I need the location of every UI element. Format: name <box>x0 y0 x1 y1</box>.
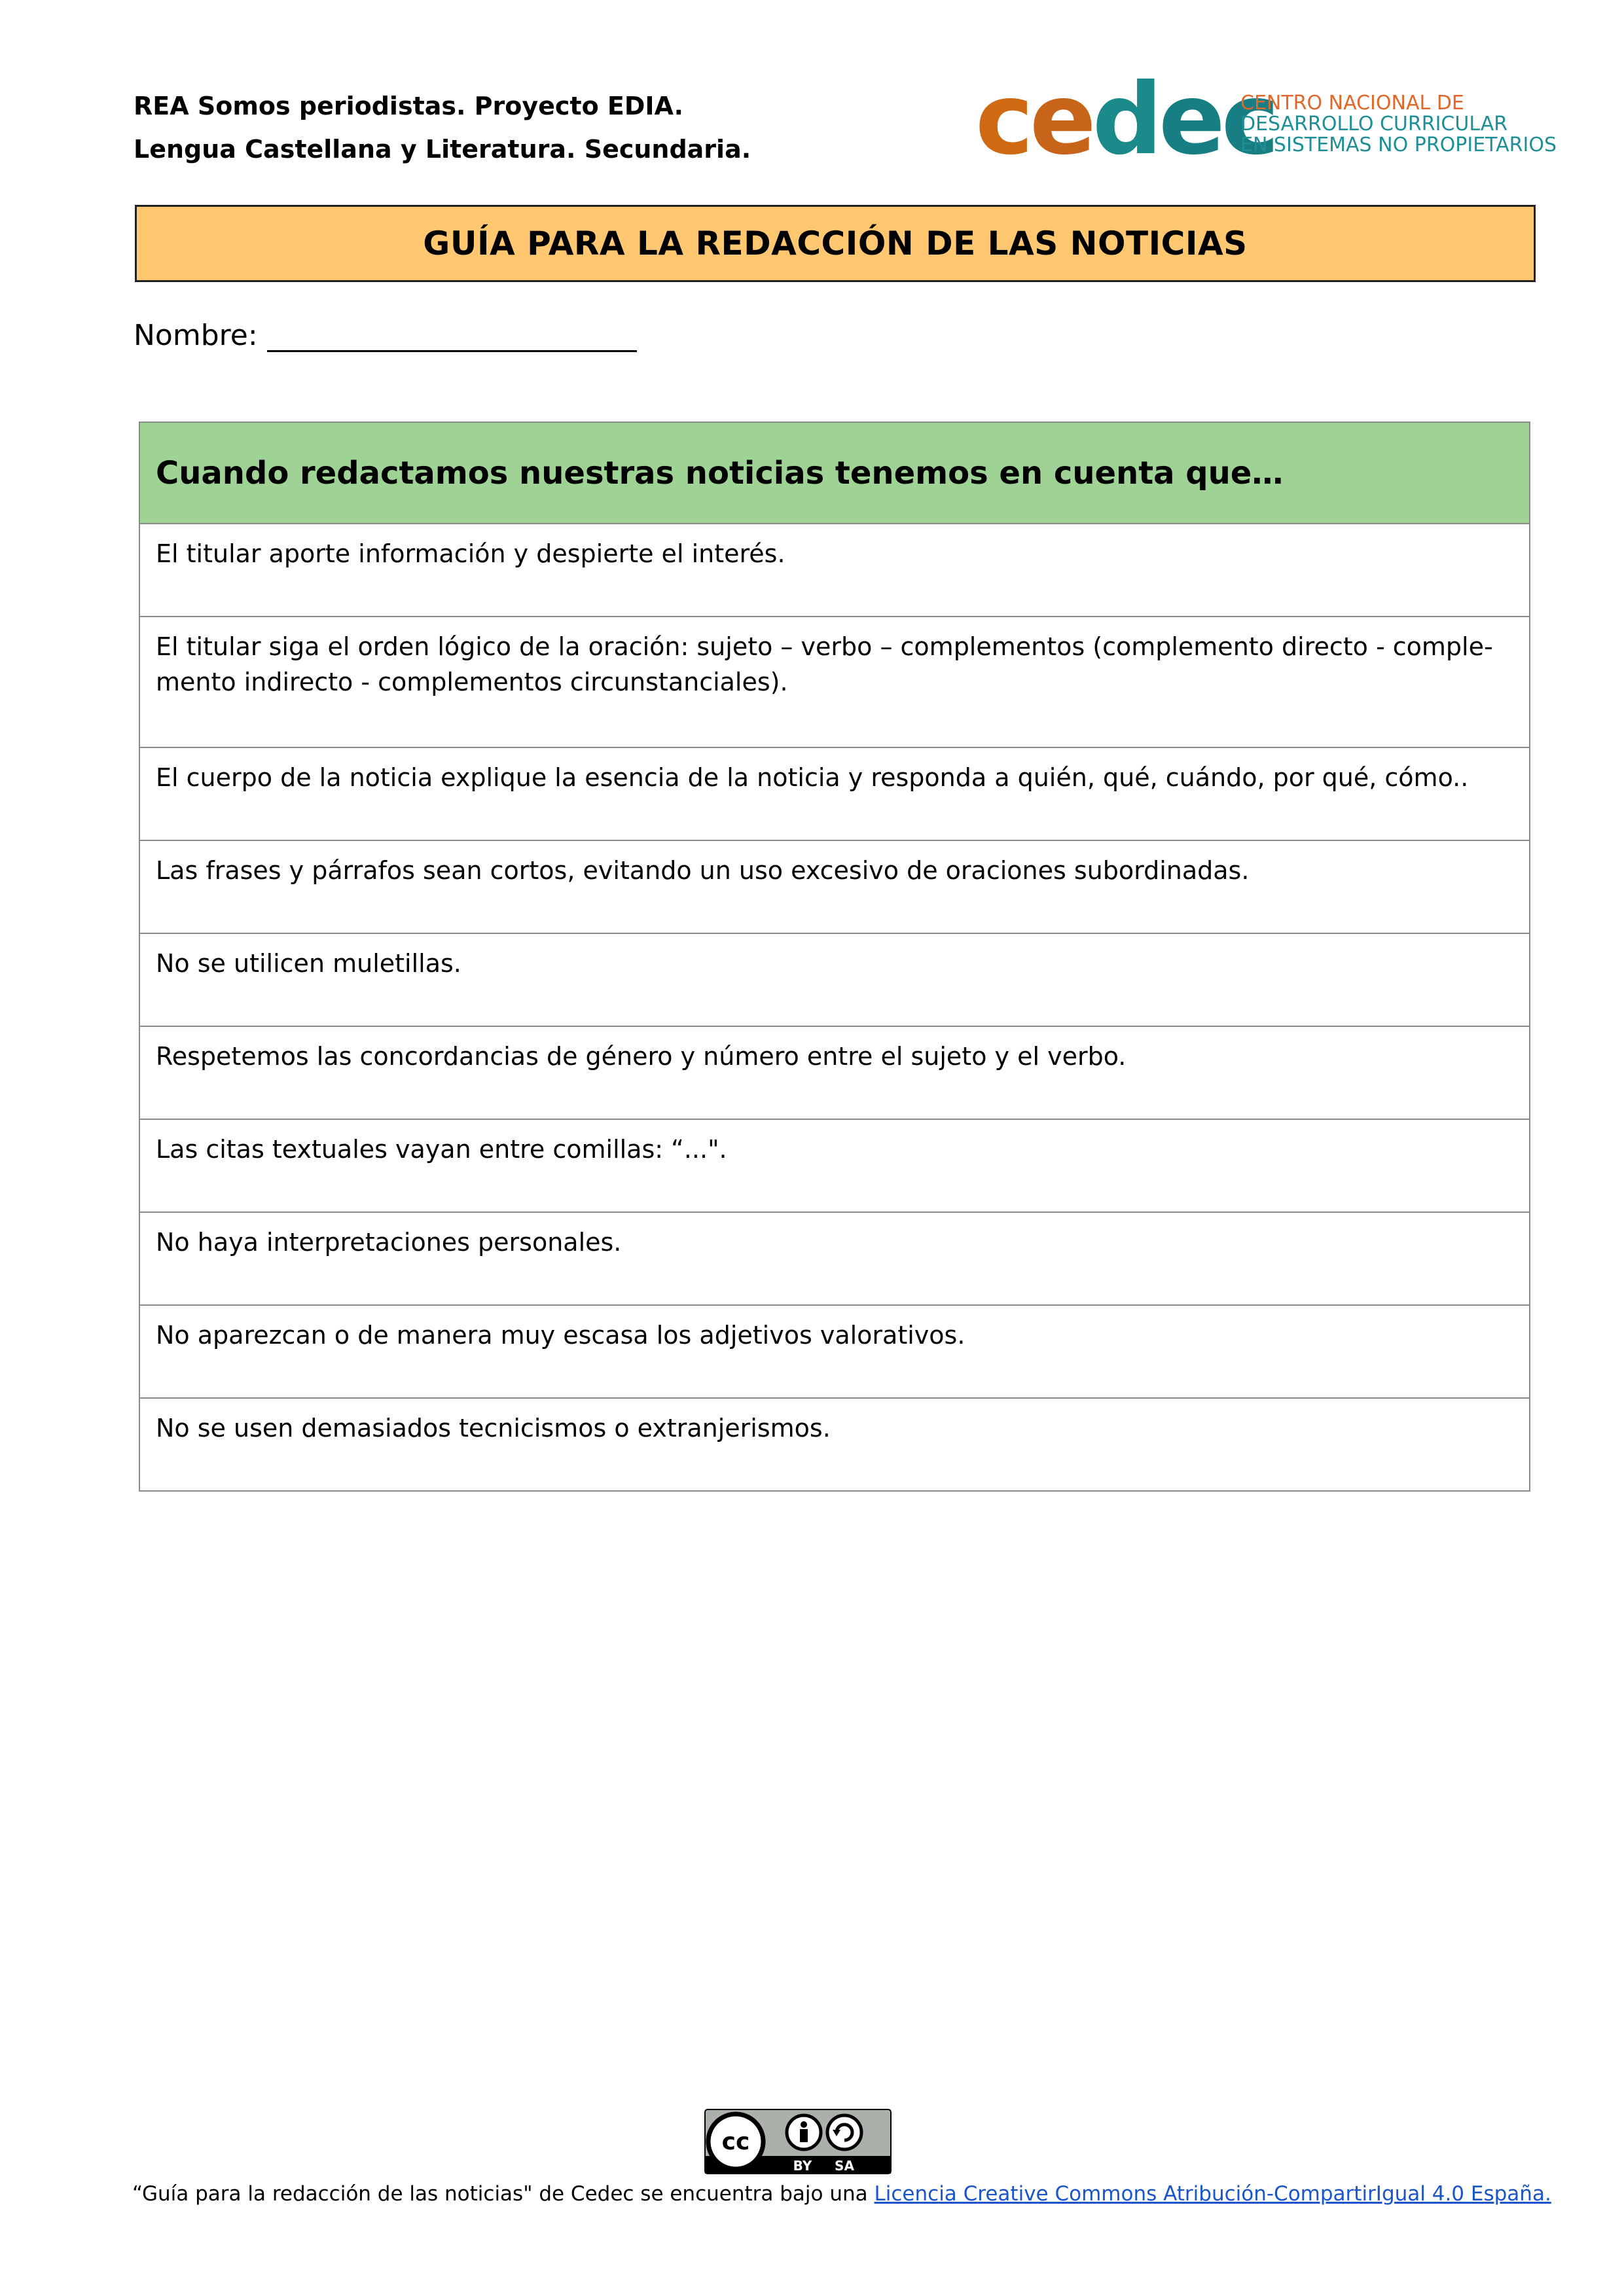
cc-by-sa-badge[interactable] <box>704 2109 892 2174</box>
cc-icon-text: cc <box>721 2128 750 2155</box>
table-row: El titular aporte información y despierte el interés. <box>139 524 1530 617</box>
cedec-logo <box>975 63 1557 177</box>
table-row: Respetemos las concordancias de género y número entre el sujeto y el verbo. <box>139 1026 1530 1119</box>
table-header: Cuando redactamos nuestras noticias tenemos en cuenta que… <box>139 422 1530 524</box>
name-field-row <box>134 319 637 352</box>
table-row: El titular siga el orden lógico de la oración: sujeto – verbo – complementos (complemento directo - comple-mento indirecto - complementos circunstanciales). <box>139 617 1530 747</box>
share-alike-icon <box>827 2115 861 2149</box>
cedec-logo-wordmark: cedec <box>975 63 1276 177</box>
name-label: Nombre: <box>134 319 258 352</box>
table-row: No haya interpretaciones personales. <box>139 1212 1530 1305</box>
cedec-logo-subtitle: CENTRO NACIONAL DE DESARROLLO CURRICULAR EN SISTEMAS NO PROPIETARIOS <box>1240 92 1557 156</box>
table-row: Las frases y párrafos sean cortos, evitando un uso excesivo de oraciones subordinadas. <box>139 840 1530 933</box>
table-row: El cuerpo de la noticia explique la esencia de la noticia y responda a quién, qué, cuándo, por qué, cómo.. <box>139 747 1530 840</box>
license-link[interactable]: Licencia Creative Commons Atribución-CompartirIgual 4.0 España. <box>874 2182 1551 2206</box>
title-banner <box>135 205 1536 282</box>
header-project-line: REA Somos periodistas. Proyecto EDIA. <box>134 92 684 120</box>
table-row: No se usen demasiados tecnicismos o extranjerismos. <box>139 1398 1530 1491</box>
header-subject-line: Lengua Castellana y Literatura. Secundaria. <box>134 135 751 164</box>
guide-table <box>139 422 1530 1492</box>
footer-text: “Guía para la redacción de las noticias" de Cedec se encuentra bajo una <box>132 2182 875 2206</box>
table-row: No aparezcan o de manera muy escasa los adjetivos valorativos. <box>139 1305 1530 1398</box>
table-row: No se utilicen muletillas. <box>139 933 1530 1026</box>
page-title: GUÍA PARA LA REDACCIÓN DE LAS NOTICIAS <box>423 224 1248 262</box>
table-row: Las citas textuales vayan entre comillas: “...". <box>139 1119 1530 1212</box>
by-label: BY <box>793 2158 812 2174</box>
name-field-line[interactable] <box>267 320 637 352</box>
sa-label: SA <box>835 2158 854 2174</box>
license-footer <box>132 2182 1551 2206</box>
